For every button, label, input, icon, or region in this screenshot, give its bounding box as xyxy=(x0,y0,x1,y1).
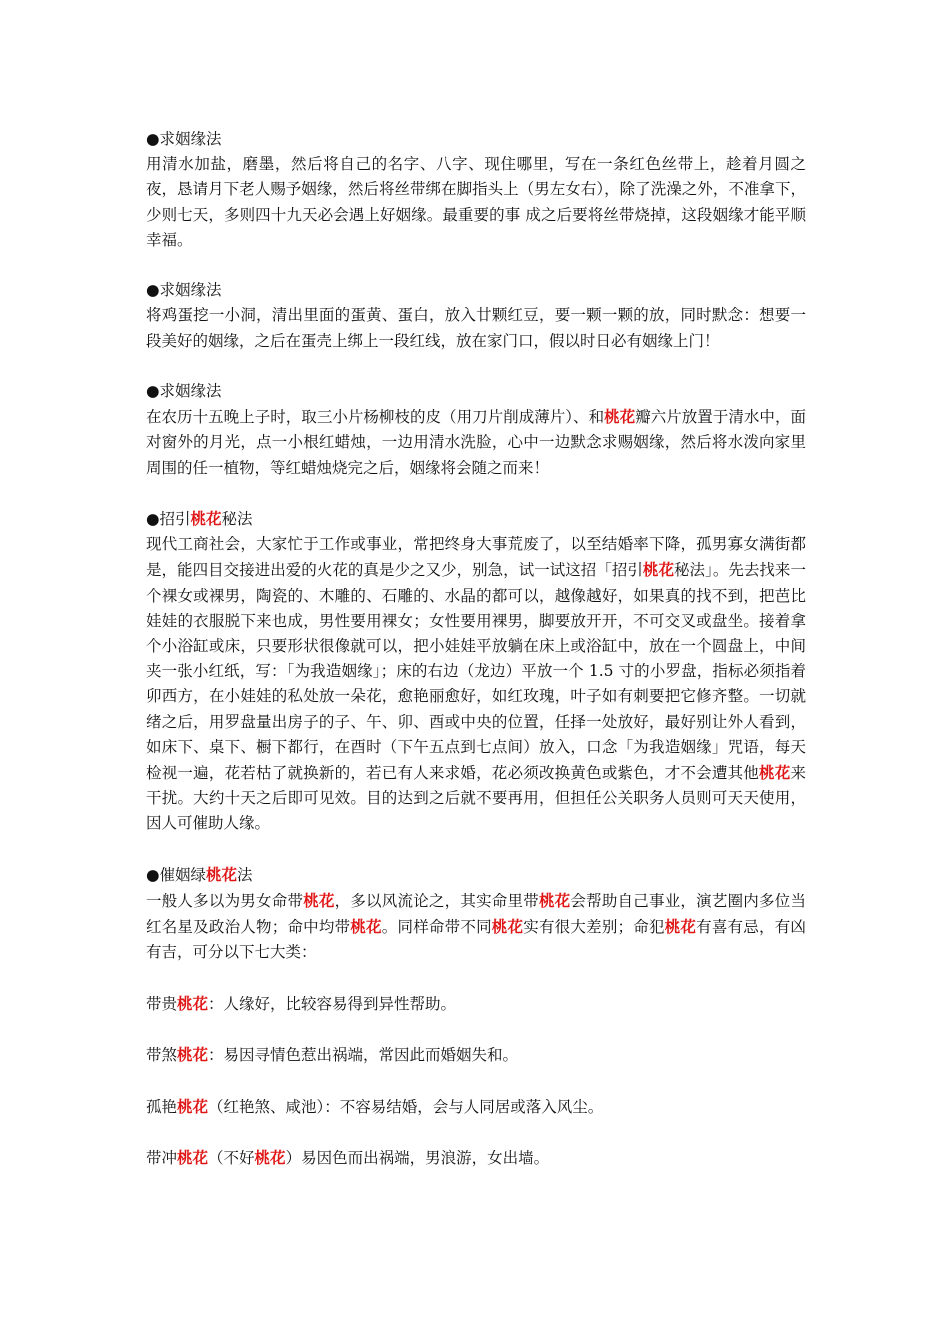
text-run: （红艳煞、咸池）：不容易结婚，会与人同居或落入风尘。 xyxy=(208,1097,604,1116)
text-run: ：人缘好，比较容易得到异性帮助。 xyxy=(208,994,457,1013)
section-paragraph xyxy=(146,888,806,966)
section xyxy=(146,862,806,1171)
section-heading xyxy=(146,278,806,303)
highlight-keyword: 桃花 xyxy=(177,1096,209,1116)
highlight-keyword: 桃花 xyxy=(206,864,238,884)
text-run: ●求姻缘法 xyxy=(146,130,222,148)
text-run: 孤艳 xyxy=(146,1097,178,1116)
highlight-keyword: 桃花 xyxy=(642,560,674,580)
text-run: ●求姻缘法 xyxy=(146,281,222,300)
text-run: 有喜有忌，有凶有吉，可分以下七大类： xyxy=(146,918,806,962)
text-run: 会帮助自己事业，演艺圈内多位当红名星及政治人物；命中均带 xyxy=(146,892,806,937)
section-paragraph xyxy=(146,404,806,481)
section-paragraph xyxy=(146,303,806,353)
text-run: ）易因色而出祸端，男浪游，女出墙。 xyxy=(285,1149,550,1167)
text-run: ，多以风流论之，其实命里带 xyxy=(334,892,539,911)
text-run: 一般人多以为男女命带 xyxy=(146,892,304,911)
section xyxy=(146,278,806,354)
text-run: 将鸡蛋挖一小洞，清出里面的蛋黄、蛋白，放入廿颗红豆，要一颗一颗的放，同时默念：想要一段美好的姻缘，之后在蛋壳上绑上一段红线，放在家门口，假以时日必有姻缘上门！ xyxy=(146,306,806,350)
text-run: 实有很大差别；命犯 xyxy=(523,918,665,937)
section-paragraph xyxy=(146,1094,806,1120)
section-heading xyxy=(146,379,806,404)
section-heading xyxy=(146,127,806,152)
text-run: 瓣六片放置于清水中，面对窗外的月光，点一小根红蜡烛，一边用清水洗脸，心中一边默念求赐姻缘，然后将水泼向家里周围的任一植物，等红蜡烛烧完之后，姻缘将会随之而来！ xyxy=(146,408,806,477)
text-run: ●催姻绿 xyxy=(146,865,207,884)
text-run: 用清水加盐，磨墨，然后将自己的名字、八字、现住哪里，写在一条红色丝带上，趁着月圆之夜，恳请月下老人赐予姻缘，然后将丝带绑在脚指头上（男左女右），除了洗澡之外，不准拿下，少则七天，多则四十九天必会遇上好姻缘。最重要的事 成之后要将丝带烧掉，这段姻缘才能平顺幸福。 xyxy=(146,155,806,249)
text-run: ●求姻缘法 xyxy=(146,382,222,400)
highlight-keyword: 桃花 xyxy=(759,763,791,783)
highlight-keyword: 桃花 xyxy=(604,407,636,427)
text-run: 带贵 xyxy=(146,994,178,1013)
highlight-keyword: 桃花 xyxy=(177,993,209,1013)
section-paragraph xyxy=(146,1042,806,1068)
section xyxy=(146,127,806,253)
text-run: 现代工商社会，大家忙于工作或事业，常把终身大事荒废了，以至结婚率下降，孤男寡女满街都是，能四目交接进出爱的火花的真是少之又少，别急，试一试这招「招引 xyxy=(146,535,806,580)
text-run: （不好 xyxy=(208,1149,255,1167)
highlight-keyword: 桃花 xyxy=(254,1148,286,1167)
highlight-keyword: 桃花 xyxy=(177,1045,209,1065)
highlight-keyword: 桃花 xyxy=(664,917,697,937)
section-paragraph xyxy=(146,1145,806,1171)
highlight-keyword: 桃花 xyxy=(538,891,571,911)
text-run: 来干扰。大约十天之后即可见效。目的达到之后就不要再用，但担任公关职务人员则可天天使用，因人可催助人缘。 xyxy=(146,764,806,833)
text-run: 带冲 xyxy=(146,1149,178,1167)
highlight-keyword: 桃花 xyxy=(350,917,382,937)
text-run: ：易因寻情色惹出祸端，常因此而婚姻失和。 xyxy=(208,1046,519,1065)
section-paragraph xyxy=(146,152,806,253)
highlight-keyword: 桃花 xyxy=(190,509,222,528)
text-run: 在农历十五晚上子时，取三小片杨柳枝的皮（用刀片削成薄片）、和 xyxy=(146,408,605,427)
text-run: 秘法 xyxy=(221,510,253,528)
section-paragraph xyxy=(146,532,806,836)
highlight-keyword: 桃花 xyxy=(177,1148,209,1167)
section xyxy=(146,506,806,837)
section-heading xyxy=(146,862,806,888)
document-page xyxy=(146,127,806,1196)
highlight-keyword: 桃花 xyxy=(303,891,335,911)
section-paragraph xyxy=(146,991,806,1017)
text-run: 秘法」。先去找来一个裸女或裸男，陶瓷的、木雕的、石雕的、水晶的都可以，越像越好，如果真的找不到，把芭比娃娃的衣服脱下来也成，男性要用裸女；女性要用裸男，脚要放开开，不可交叉或盘坐。接着拿个小浴缸或床，只要形状很像就可以，把小娃娃平放躺在床上或浴缸中，放在一个圆盘上，中间夹一张小红纸，写：「为我造姻缘」；床的右边（龙边）平放一个 1.5 寸的小罗盘，指标必须指着卯西方，在小娃娃的私处放一朵花，愈艳丽愈好，如红玫瑰，叶子如有刺要把它修齐整。一切就绪之后，用罗盘量出房子的子、午、卯、酉或中央的位置，任择一处放好，最好别让外人看到，如床下、桌下、橱下都行，在酉时（下午五点到七点间）放入，口念「为我造姻缘」咒语，每天检视一遍，花若枯了就换新的，若已有人来求婚，花必须改换黄色或紫色，才不会遭其他 xyxy=(146,561,806,783)
section-heading xyxy=(146,506,806,532)
text-run: 法 xyxy=(237,865,253,884)
text-run: 。同样命带不同 xyxy=(381,918,492,937)
highlight-keyword: 桃花 xyxy=(491,917,524,937)
section xyxy=(146,379,806,481)
text-run: 带煞 xyxy=(146,1046,178,1065)
text-run: ●招引 xyxy=(146,510,191,528)
